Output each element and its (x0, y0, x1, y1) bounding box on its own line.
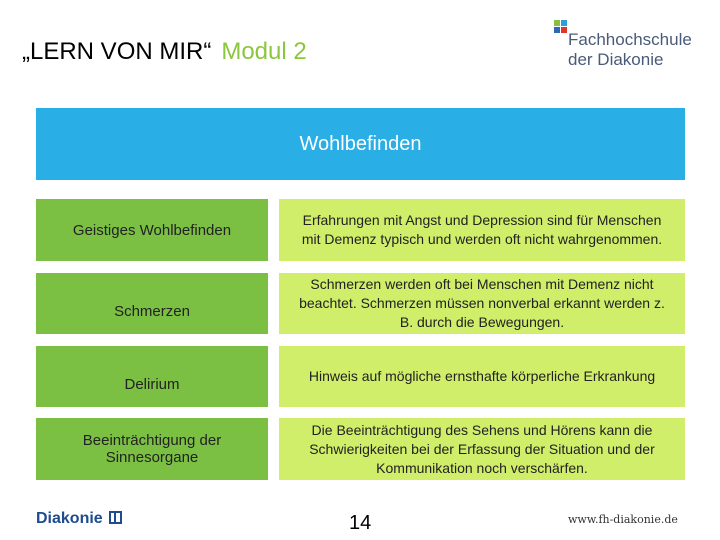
logo-line-1: Fachhochschule (568, 30, 692, 49)
table-row (36, 273, 685, 334)
table-row (36, 199, 685, 261)
page-number: 14 (349, 512, 372, 534)
fh-diakonie-logo (554, 18, 714, 70)
logo-square-icon (554, 27, 560, 33)
logo-line-2: der Diakonie (568, 50, 664, 69)
website-url: www.fh-diakonie.de (568, 513, 678, 526)
topic-banner: Wohlbefinden (36, 108, 685, 180)
diakonie-logo (36, 510, 122, 528)
table-row (36, 346, 685, 407)
row-description: Schmerzen werden oft bei Menschen mit Demenz nicht beachtet. Schmerzen müssen nonverbal erkannt werden z. B. durch die Bewegungen. (279, 273, 685, 334)
row-label: Beeinträchtigung der Sinnesorgane (36, 418, 268, 480)
table-row (36, 418, 685, 480)
row-description: Die Beeinträchtigung des Sehens und Hörens kann die Schwierigkeiten bei der Erfassung der Situation und der Kommunikation noch verschärfen. (279, 418, 685, 480)
title-text: „LERN VON MIR“ (22, 38, 212, 65)
logo-square-icon (561, 20, 567, 26)
slide-title (22, 38, 307, 66)
logo-square-icon (554, 20, 560, 26)
module-label: Modul 2 (221, 38, 307, 65)
brand-name: Diakonie (36, 510, 103, 527)
row-description: Erfahrungen mit Angst und Depression sind für Menschen mit Demenz typisch und werden oft nicht wahrgenommen. (279, 199, 685, 261)
row-label: Geistiges Wohlbefinden (36, 199, 268, 261)
logo-square-icon (561, 27, 567, 33)
row-description: Hinweis auf mögliche ernsthafte körperliche Erkrankung (279, 346, 685, 407)
diakonie-cross-icon (109, 511, 122, 524)
row-label: Schmerzen (36, 273, 268, 334)
row-label: Delirium (36, 346, 268, 407)
